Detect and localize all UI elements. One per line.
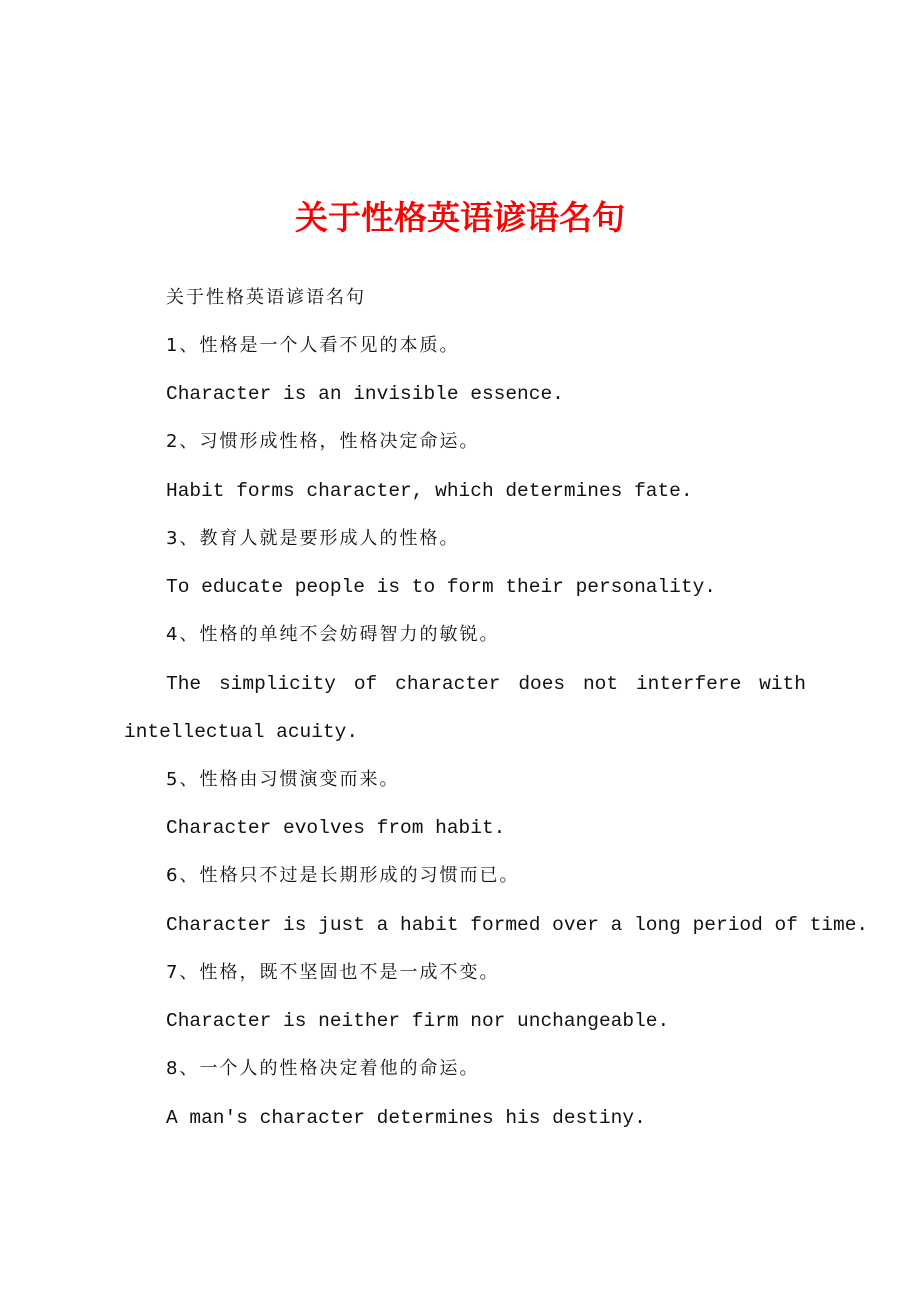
entry-6-en: Character is just a habit formed over a long period of time. [166,914,869,936]
word: with [759,673,806,695]
word: of [353,673,378,695]
entry-5-en: Character evolves from habit. [166,817,506,839]
entry-3-cn: 3、教育人就是要形成人的性格。 [166,528,460,549]
entry-1-cn: 1、性格是一个人看不见的本质。 [166,335,460,356]
entry-3-en: To educate people is to form their personality. [166,576,716,598]
entry-7-cn: 7、性格，既不坚固也不是一成不变。 [166,962,500,983]
entry-8-en: A man's character determines his destiny. [166,1107,646,1129]
entry-8-cn: 8、一个人的性格决定着他的命运。 [166,1058,480,1079]
word: not [582,673,619,695]
word: simplicity [218,673,336,695]
entry-2-cn: 2、习惯形成性格，性格决定命运。 [166,431,480,452]
word: interfere [635,673,742,695]
entry-4-en-line2: intellectual acuity. [124,721,359,743]
entry-4-cn: 4、性格的单纯不会妨碍智力的敏锐。 [166,624,500,645]
word: The [166,673,202,695]
word: does [518,673,566,695]
entry-7-en: Character is neither firm nor unchangeable. [166,1010,670,1032]
entry-6-cn: 6、性格只不过是长期形成的习惯而已。 [166,865,520,886]
word: character [395,673,501,695]
entry-4-en-line1 [166,670,806,698]
entry-5-cn: 5、性格由习惯演变而来。 [166,769,400,790]
subtitle: 关于性格英语谚语名句 [166,287,366,308]
entry-2-en: Habit forms character, which determines fate. [166,480,693,502]
document-title: 关于性格英语谚语名句 [295,198,625,237]
entry-1-en: Character is an invisible essence. [166,383,564,405]
